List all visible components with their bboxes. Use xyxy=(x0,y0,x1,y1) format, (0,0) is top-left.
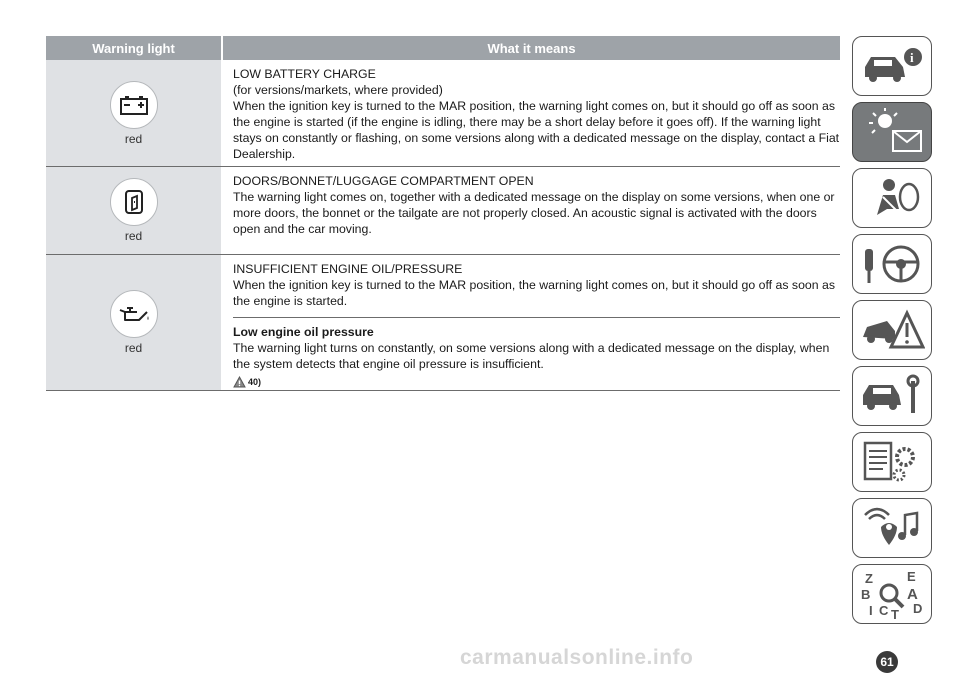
color-label: red xyxy=(124,229,143,243)
svg-text:D: D xyxy=(913,601,923,616)
row-subtitle: (for versions/markets, where provided) xyxy=(233,83,443,97)
watermark: carmanualsonline.info xyxy=(460,646,694,669)
icon-cell xyxy=(46,167,223,254)
text-cell xyxy=(223,60,840,166)
door-open-icon xyxy=(110,178,158,226)
page-number: 61 xyxy=(876,651,898,673)
car-wrench-icon[interactable] xyxy=(852,366,932,426)
row-text: When the ignition key is turned to the MAR position, the warning light comes on, but it should go off as soon as the engine is started (if the engine is idling, there may be a short delay before it goes off). If the warning light stays on constantly or flashing, on some versions along with a dedicated message on the display, contact a Fiat Dealership. xyxy=(233,99,840,161)
svg-text:i: i xyxy=(910,50,914,65)
svg-text:A: A xyxy=(907,586,918,603)
table-row xyxy=(46,255,840,391)
specs-gear-icon[interactable] xyxy=(852,432,932,492)
header-what-it-means: What it means xyxy=(487,40,576,56)
svg-text:E: E xyxy=(907,569,916,584)
row-title: LOW BATTERY CHARGE xyxy=(233,67,376,81)
sub-text: The warning light turns on constantly, on some versions along with a dedicated message on the display, when the system detects that engine oil pressure is insufficient. xyxy=(233,341,830,371)
svg-text:B: B xyxy=(861,587,871,602)
warning-reference[interactable] xyxy=(233,374,840,390)
warning-triangle-icon xyxy=(233,376,246,388)
index-search-icon[interactable] xyxy=(852,564,932,624)
warning-light-message-icon[interactable] xyxy=(852,102,932,162)
svg-text:I: I xyxy=(869,603,873,618)
car-accident-warning-icon[interactable] xyxy=(852,300,932,360)
header-warning-light: Warning light xyxy=(46,36,223,60)
row-text: When the ignition key is turned to the MAR position, the warning light comes on, but it should go off as soon as the engine is started. xyxy=(233,278,835,308)
row-title: INSUFFICIENT ENGINE OIL/PRESSURE xyxy=(233,262,463,276)
table-header xyxy=(46,36,840,60)
sub-divider xyxy=(233,317,840,318)
seat-airbag-icon[interactable] xyxy=(852,168,932,228)
icon-cell xyxy=(46,60,223,166)
sub-title: Low engine oil pressure xyxy=(233,325,374,339)
multimedia-icon[interactable] xyxy=(852,498,932,558)
icon-cell xyxy=(46,255,223,390)
row-text: The warning light comes on, together with a dedicated message on the display on some versions, when one or more doors, the bonnet or the tailgate are not properly closed. An acoustic signal is activated with the doors open and the car moving. xyxy=(233,190,835,236)
color-label: red xyxy=(124,341,143,355)
color-label: red xyxy=(124,131,143,146)
warning-lights-table xyxy=(46,36,840,391)
text-cell xyxy=(223,167,840,254)
svg-text:C: C xyxy=(879,603,889,618)
table-row xyxy=(46,60,840,167)
svg-text:T: T xyxy=(891,607,899,619)
svg-text:Z: Z xyxy=(865,571,873,586)
oil-can-icon xyxy=(110,290,158,338)
warning-ref-number: 40) xyxy=(248,377,262,387)
chapter-sidebar xyxy=(852,36,934,630)
battery-icon xyxy=(110,81,158,129)
text-cell xyxy=(223,255,840,390)
key-steering-wheel-icon[interactable] xyxy=(852,234,932,294)
row-title: DOORS/BONNET/LUGGAGE COMPARTMENT OPEN xyxy=(233,174,534,188)
car-info-icon[interactable] xyxy=(852,36,932,96)
table-row xyxy=(46,167,840,255)
